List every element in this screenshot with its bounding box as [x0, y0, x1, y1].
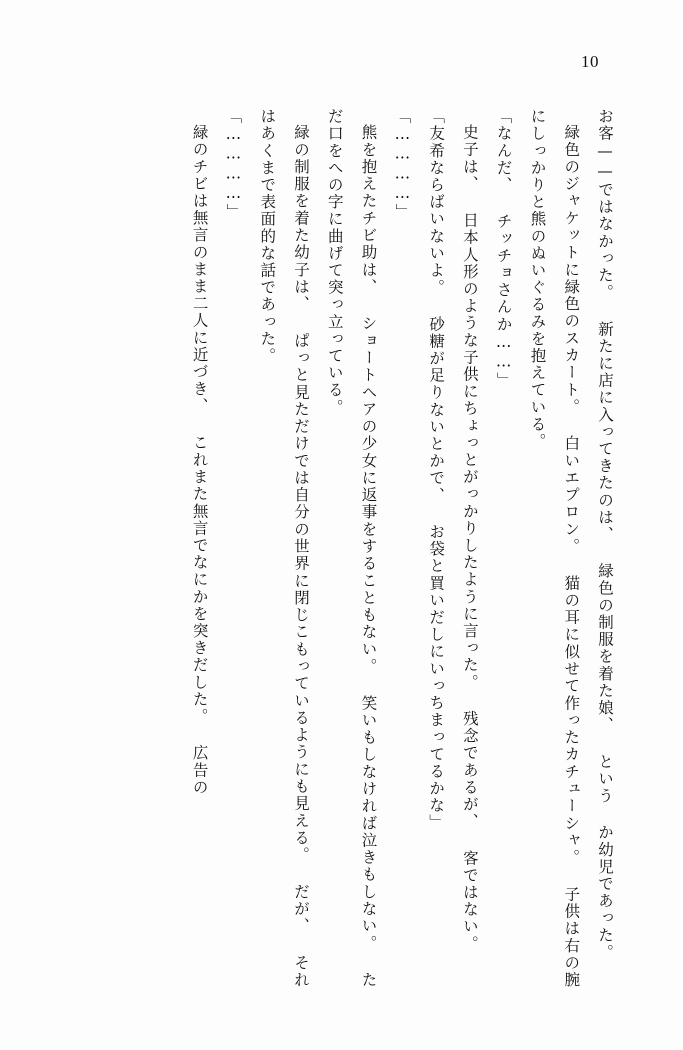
- paragraph-3: 「なんだ、 チッチョさんか……」: [494, 108, 513, 390]
- paragraph-2: 緑色のジャケットに緑色のスカート。 白いエプロン。 猫の耳に似せて作ったカチューシャ。 子供は右の腕にしっかりと熊のぬいぐるみを抱えている。: [528, 108, 581, 988]
- paragraph-4: 史子は、 日本人形のような子供にちょっとがっかりしたように言った。 残念であるが、 客ではない。: [460, 123, 479, 952]
- paragraph-10: 緑のチビは無言のまま二人に近づき、 これまた無言でなにかを突きだした。 広告の: [190, 123, 209, 796]
- paragraph-6: 「…………」: [393, 108, 412, 221]
- page-body-text: [61, 108, 621, 988]
- paragraph-7: 熊を抱えたチビ助は、 ショートヘアの少女に返事をすることもない。 笑いもしなければ泣きもしない。 ただ口をへの字に曲げて突っ立っている。: [325, 108, 378, 988]
- paragraph-8: 緑の制服を着た幼子は、 ぱっと見ただけでは自分の世界に閉じこもっているようにも見える。 だが、 それはあくまで表面的な話であった。: [258, 108, 310, 988]
- paragraph-5: 「友希ならばいないよ。 砂糖が足りないとかで、 お袋と買いだしにいっちまってるかな」: [427, 108, 446, 832]
- paragraph-1: お客——ではなかった。 新たに店に入ってきたのは、 緑色の制服を着た娘、 という か幼児であった。: [596, 108, 614, 961]
- page-number: 10: [581, 52, 599, 71]
- paragraph-9: 「…………」: [224, 108, 243, 221]
